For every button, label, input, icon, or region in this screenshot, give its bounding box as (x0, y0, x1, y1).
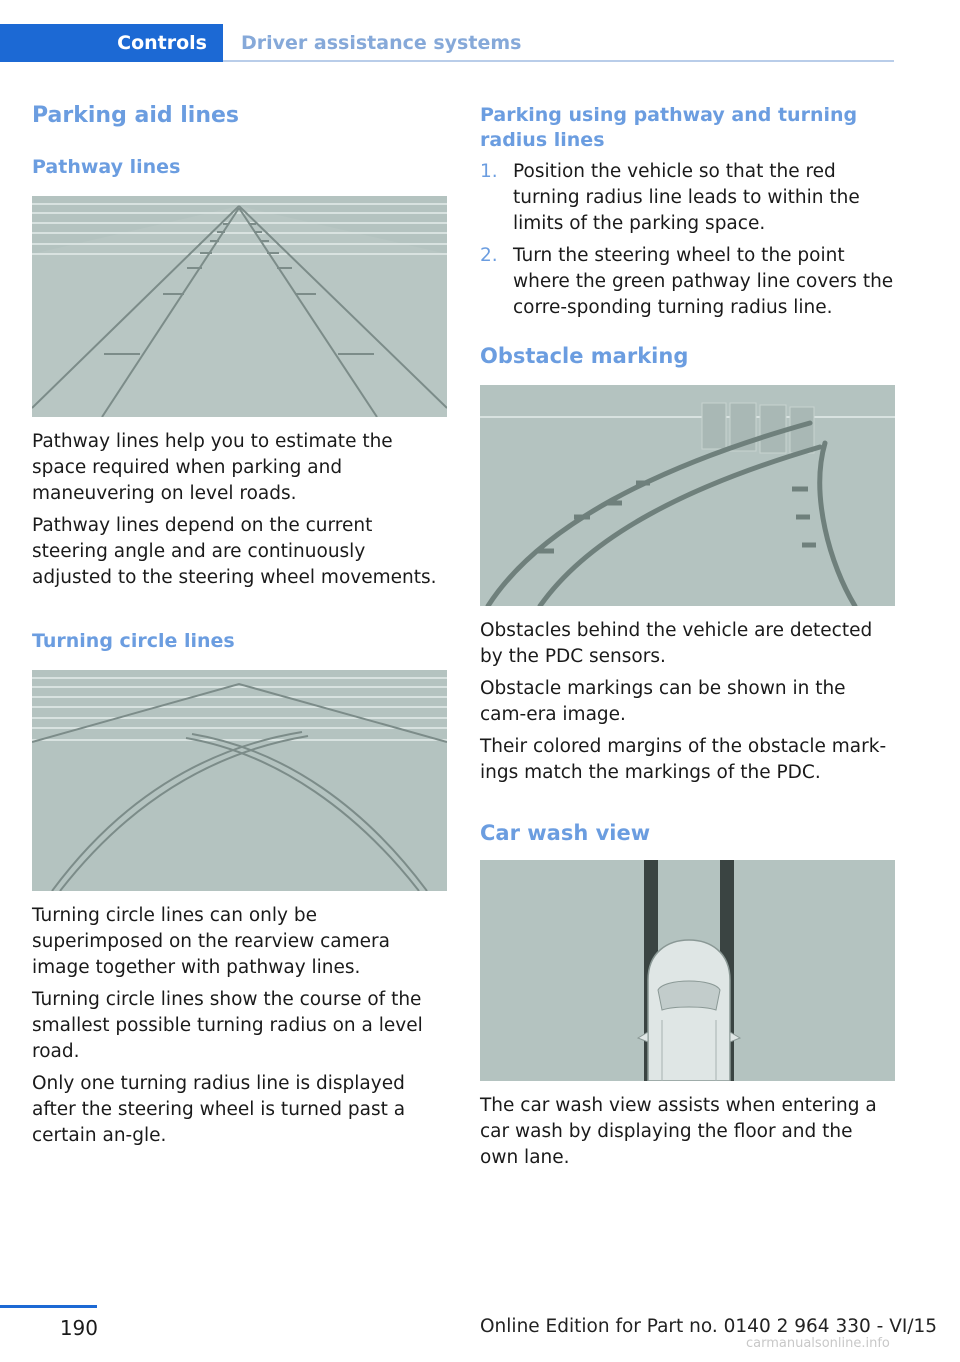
step-item (480, 243, 896, 321)
parking-steps (480, 159, 896, 321)
step-item (480, 159, 896, 237)
step-number: 2. (480, 245, 498, 266)
page-header (0, 0, 894, 62)
pathway-paragraph-1: Pathway lines help you to estimate the space required when parking and maneuvering on level roads. (32, 431, 393, 504)
obstacle-marking-figure (480, 385, 895, 606)
obstacle-paragraph-1: Obstacles behind the vehicle are detected by the PDC sensors. (480, 620, 873, 667)
step-text: Turn the steering wheel to the point where the green pathway line covers the corre‐sponding turning radius line. (513, 245, 894, 318)
footer-divider (0, 1305, 97, 1308)
carwash-paragraph-1: The car wash view assists when entering a car wash by displaying the floor and the own lane. (480, 1095, 877, 1168)
obstacle-paragraph-2: Obstacle markings can be shown in the cam‐era image. (480, 678, 846, 725)
edition-text: Online Edition for Part no. 0140 2 964 330 - VI/15 (480, 1316, 938, 1337)
obstacle-paragraph-3: Their colored margins of the obstacle mark‐ings match the markings of the PDC. (480, 736, 887, 783)
left-column (32, 100, 448, 1149)
car-icon (638, 940, 740, 1081)
right-column (480, 100, 896, 1171)
section-title: Driver assistance systems (241, 32, 522, 54)
header-divider (223, 60, 894, 62)
main-heading: Parking aid lines (32, 103, 240, 128)
car-wash-view-figure (480, 860, 895, 1081)
page-number: 190 (59, 1316, 98, 1340)
watermark: carmanualsonline.info (746, 1336, 890, 1351)
turning-paragraph-1: Turning circle lines can only be superimposed on the rearview camera image together with pathway lines. (32, 905, 390, 978)
pathway-paragraph-2: Pathway lines depend on the current steering angle and are continuously adjusted to the steering wheel movements. (32, 515, 437, 588)
turning-circle-figure (32, 670, 447, 891)
step-text: Position the vehicle so that the red turning radius line leads to within the limits of the parking space. (513, 161, 860, 234)
turning-heading: Turning circle lines (32, 630, 235, 652)
turning-paragraph-3: Only one turning radius line is displayed after the steering wheel is turned past a certain an‐gle. (32, 1073, 406, 1146)
pathway-lines-figure (32, 196, 447, 417)
obstacle-heading: Obstacle marking (480, 344, 689, 368)
parking-heading: Parking using pathway and turning radius lines (480, 104, 858, 151)
carwash-heading: Car wash view (480, 821, 651, 845)
pathway-heading: Pathway lines (32, 156, 181, 178)
step-number: 1. (480, 161, 498, 182)
chapter-tab: Controls (0, 24, 223, 62)
turning-paragraph-2: Turning circle lines show the course of the smallest possible turning radius on a level road. (32, 989, 423, 1062)
